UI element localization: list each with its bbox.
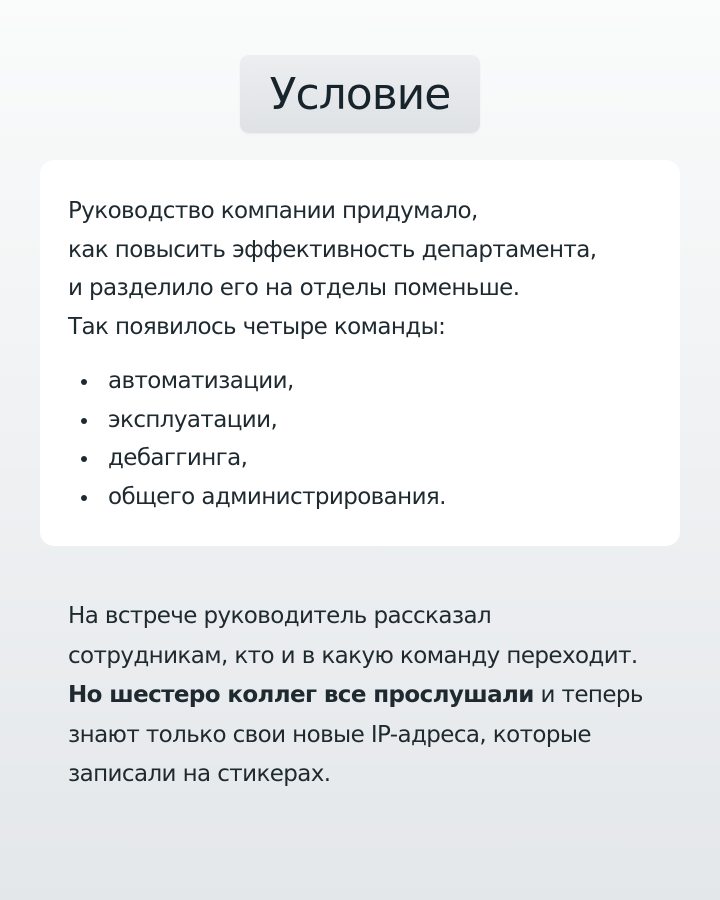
card-text-line: и разделило его на отделы поменьше.: [68, 275, 520, 301]
story-line: сотрудникам, кто и в какую команду переходит.: [68, 642, 638, 669]
condition-card: [40, 160, 680, 546]
page-title: Условие: [269, 68, 451, 120]
card-text-line: Руководство компании придумало,: [68, 198, 478, 224]
card-text-line: Так появилось четыре команды:: [68, 313, 446, 340]
bullet-icon: [81, 495, 87, 501]
list-item: [68, 401, 652, 440]
team-name: дебаггинга,: [108, 445, 248, 471]
team-name: эксплуатации,: [108, 406, 278, 433]
emphasis-text: Но шестеро коллег все прослушали: [68, 682, 534, 708]
bullet-icon: [81, 379, 87, 385]
team-name: общего администрирования.: [108, 483, 446, 510]
story-line: знают только свои новые IP-адреса, которые: [68, 721, 591, 748]
story-line: На встрече руководитель рассказал: [68, 603, 492, 629]
title-badge: [240, 55, 480, 133]
card-text-line: как повысить эффективность департамента,: [68, 236, 597, 263]
bullet-icon: [81, 456, 87, 462]
bullet-icon: [81, 418, 87, 424]
story-line: [68, 676, 708, 716]
list-item: [68, 439, 652, 478]
story-line: записали на стикерах.: [68, 761, 331, 787]
team-name: автоматизации,: [108, 368, 294, 394]
list-item: [68, 478, 652, 517]
list-item: [68, 362, 652, 401]
teams-list: [68, 362, 652, 516]
story-paragraph: [68, 597, 708, 795]
story-text: и теперь: [533, 682, 643, 708]
